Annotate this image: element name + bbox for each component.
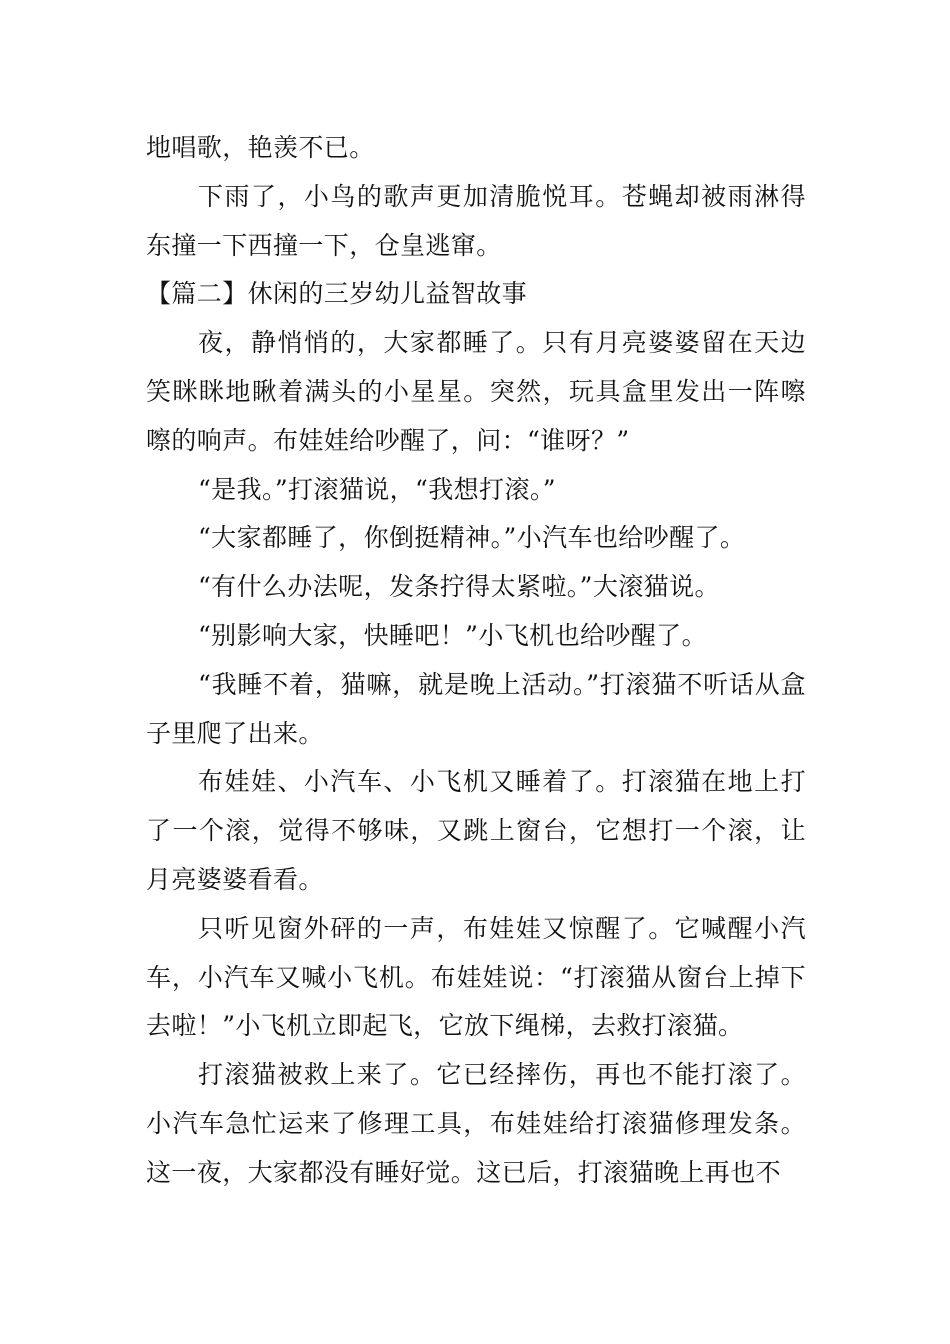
paragraph-2: 下雨了，小鸟的歌声更加清脆悦耳。苍蝇却被雨淋得东撞一下西撞一下，仓皇逃窜。 <box>146 181 806 260</box>
paragraph-8: “我睡不着，猫嘛，就是晚上活动。”打滚猫不听话从盒子里爬了出来。 <box>146 669 806 748</box>
paragraph-11: 打滚猫被救上来了。它已经摔伤，再也不能打滚了。小汽车急忙运来了修理工具，布娃娃给打滚猫修理发条。这一夜，大家都没有睡好觉。这已后，打滚猫晚上再也不 <box>146 1060 806 1187</box>
paragraph-9: 布娃娃、小汽车、小飞机又睡着了。打滚猫在地上打了一个滚，觉得不够味，又跳上窗台，它想打一个滚，让月亮婆婆看看。 <box>146 767 806 894</box>
paragraph-4: “是我。”打滚猫说，“我想打滚。” <box>198 474 556 504</box>
document-body <box>146 124 806 1198</box>
paragraph-1: 地唱歌，艳羡不已。 <box>146 133 375 162</box>
paragraph-7: “别影响大家，快睡吧！”小飞机也给吵醒了。 <box>198 620 707 650</box>
paragraph-10: 只听见窗外砰的一声，布娃娃又惊醒了。它喊醒小汽车，小汽车又喊小飞机。布娃娃说：“打滚猫从窗台上掉下去啦！”小飞机立即起飞，它放下绳梯，去救打滚猫。 <box>146 913 806 1041</box>
paragraph-5: “大家都睡了，你倒挺精神。”小汽车也给吵醒了。 <box>198 523 746 553</box>
section-heading: 【篇二】休闲的三岁幼儿益智故事 <box>146 279 528 309</box>
paragraph-6: “有什么办法呢，发条拧得太紧啦。”大滚猫说。 <box>198 572 720 602</box>
paragraph-3: 夜，静悄悄的，大家都睡了。只有月亮婆婆留在天边笑眯眯地瞅着满头的小星星。突然，玩具盒里发出一阵嚓嚓的响声。布娃娃给吵醒了，问：“谁呀？” <box>146 328 806 455</box>
